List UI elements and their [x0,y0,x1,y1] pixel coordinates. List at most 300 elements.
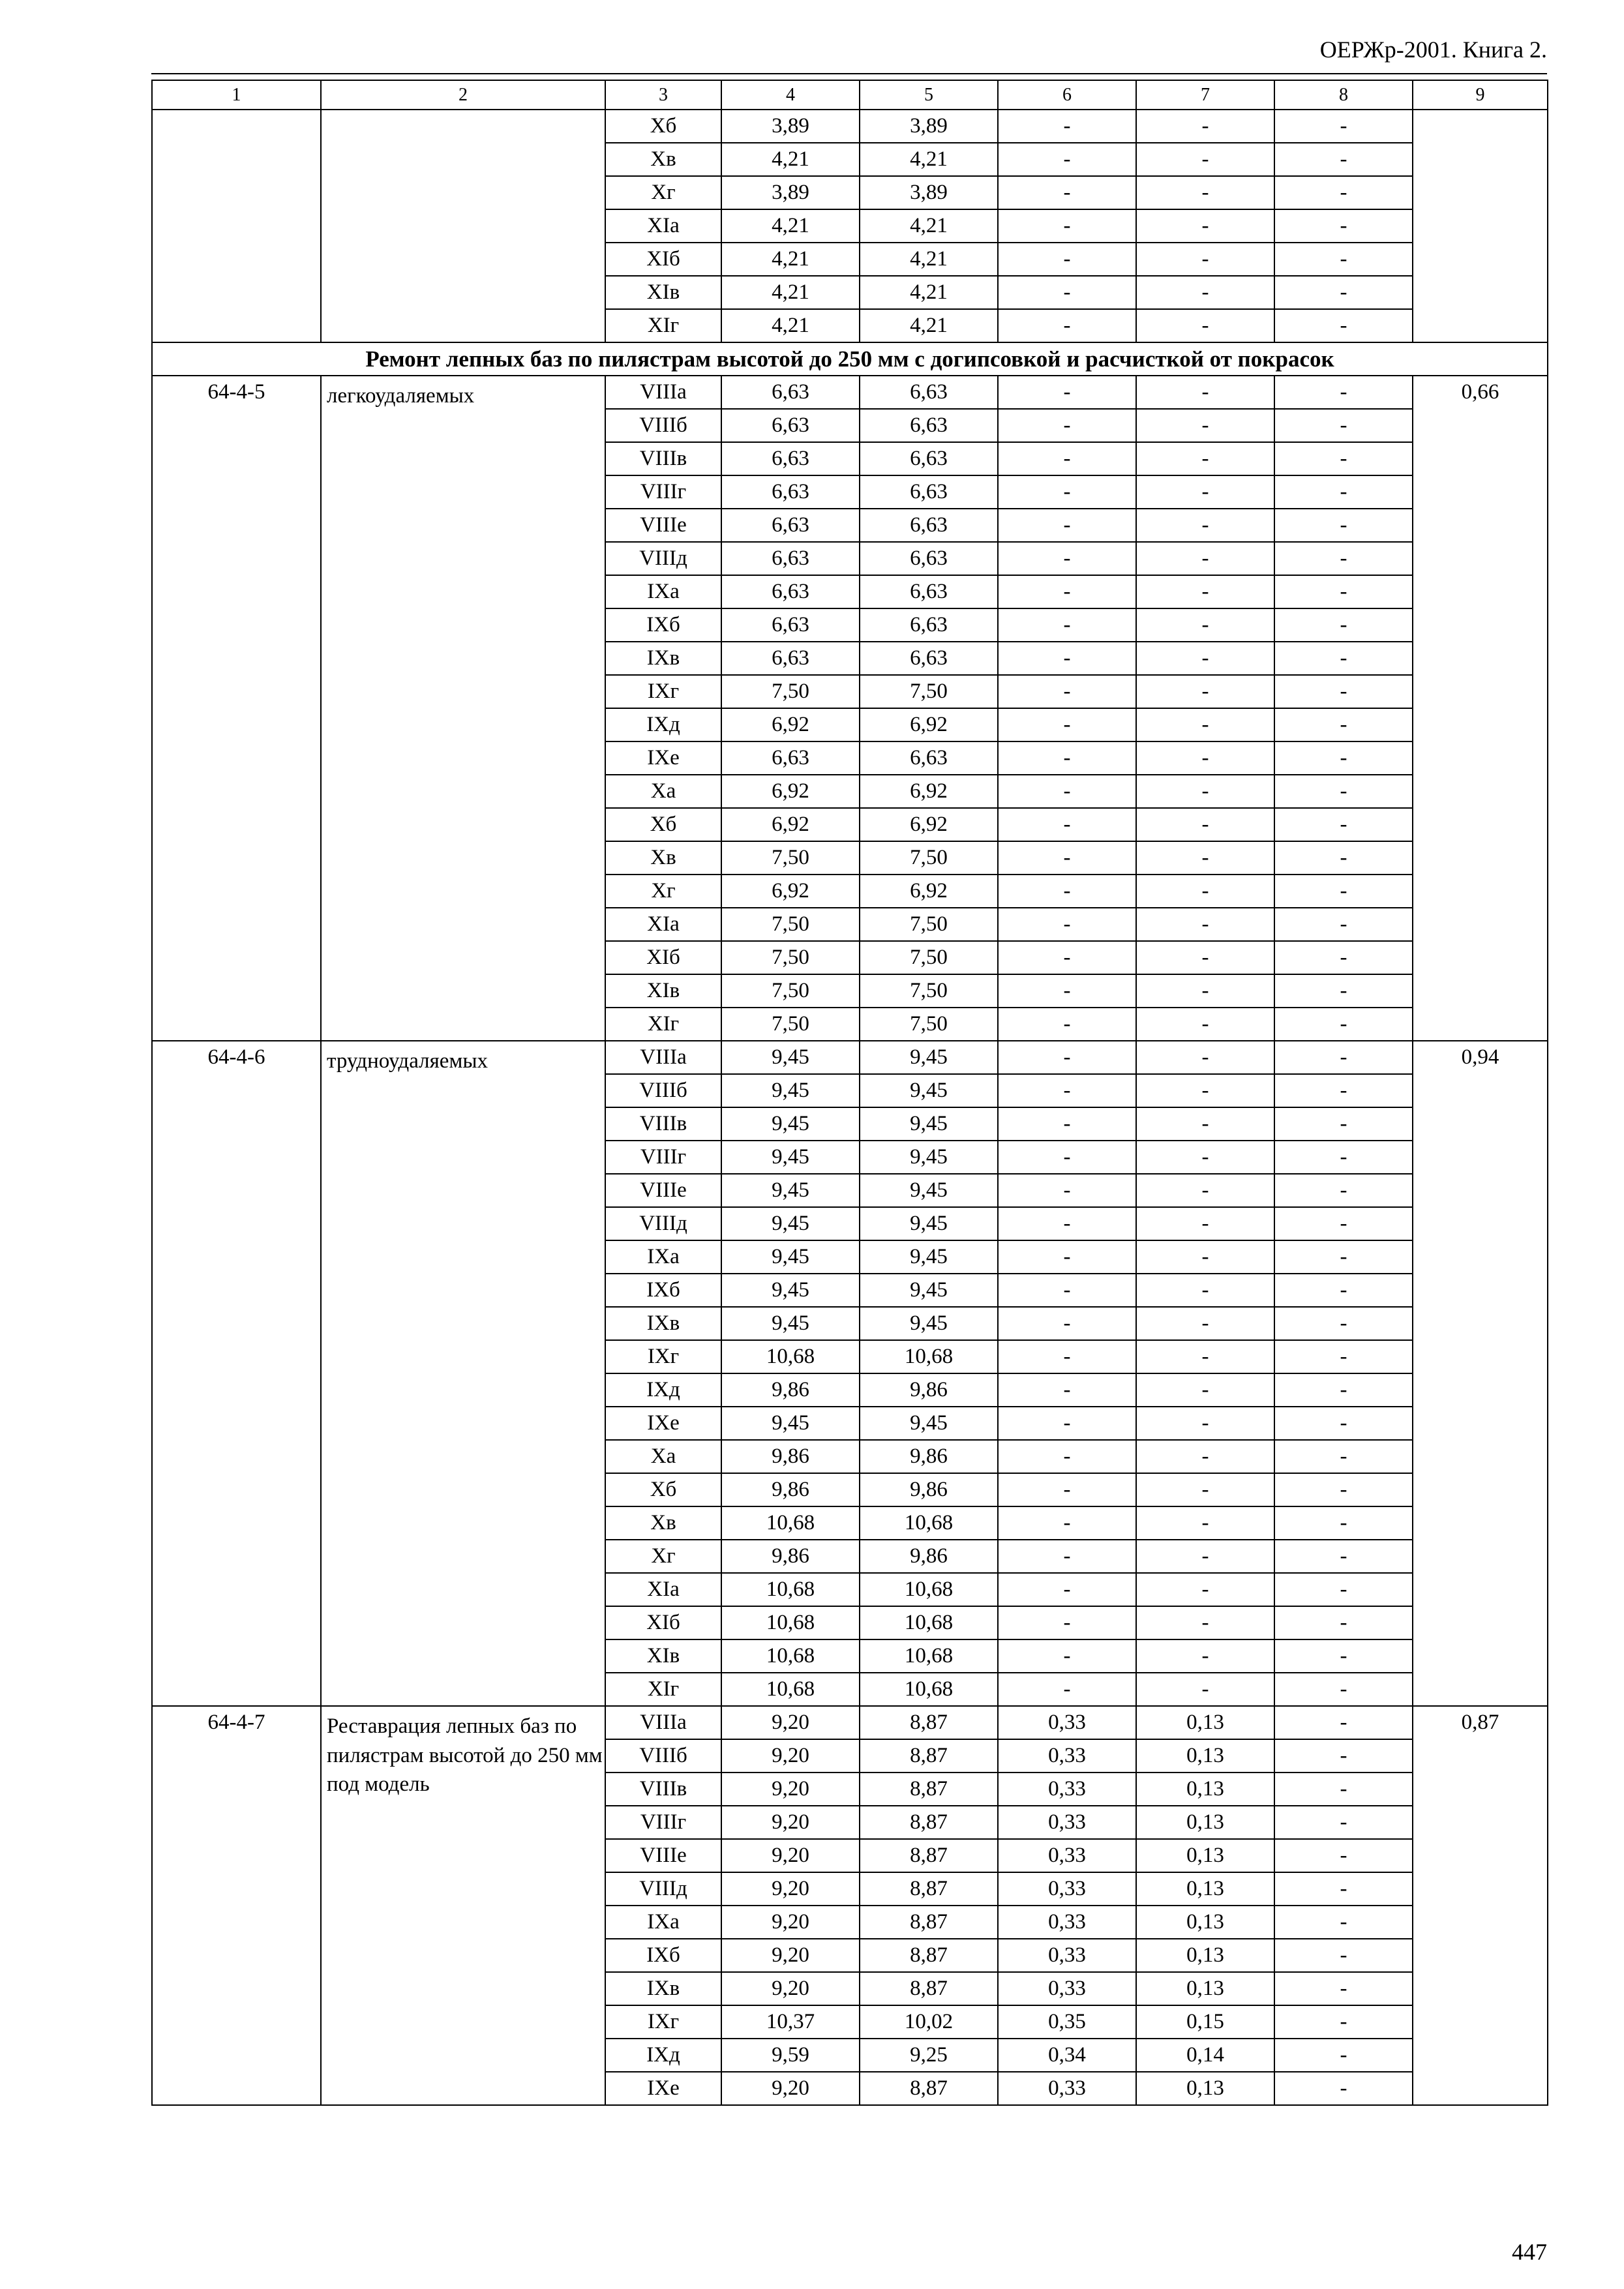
value-col6-cell: - [998,1107,1136,1141]
value-col8-cell: - [1274,1540,1413,1573]
value-col8-cell: - [1274,642,1413,675]
rate-code: 64-4-5 [152,376,321,1041]
value-col4-cell: 6,92 [721,775,860,808]
value-col7-cell: - [1136,1639,1274,1673]
value-col8-cell: - [1274,1440,1413,1473]
work-description [321,110,605,342]
region-cell: ХIа [605,209,721,243]
value-col8-cell: - [1274,2072,1413,2105]
value-col5-cell: 9,45 [860,1274,998,1307]
value-col4-cell: 4,21 [721,243,860,276]
value-col4-cell: 4,21 [721,276,860,309]
value-col4-cell: 6,63 [721,442,860,475]
value-col4-cell: 9,20 [721,1806,860,1839]
value-col6-cell: - [998,1506,1136,1540]
value-col7-cell: - [1136,608,1274,642]
value-col4-cell: 7,50 [721,1008,860,1041]
value-col8-cell: - [1274,741,1413,775]
value-col4-cell: 7,50 [721,908,860,941]
section-title-row [152,342,1548,376]
value-col7-cell: - [1136,841,1274,875]
region-cell: IХв [605,642,721,675]
value-col8-cell: - [1274,841,1413,875]
value-col6-cell: 0,33 [998,2072,1136,2105]
region-cell: Хг [605,875,721,908]
value-col4-cell: 4,21 [721,143,860,176]
region-cell: IХд [605,2039,721,2072]
value-col4-cell: 7,50 [721,841,860,875]
value-col5-cell: 8,87 [860,1739,998,1773]
value-col7-cell: - [1136,1506,1274,1540]
value-col8-cell: - [1274,1872,1413,1906]
value-col8-cell: - [1274,1174,1413,1207]
value-col7-cell: 0,13 [1136,1773,1274,1806]
value-col5-cell: 9,45 [860,1074,998,1107]
value-col8-cell: - [1274,1008,1413,1041]
value-col6-cell: 0,33 [998,1972,1136,2005]
value-col6-cell: - [998,143,1136,176]
value-col4-cell: 9,20 [721,1706,860,1739]
value-col7-cell: - [1136,1373,1274,1407]
value-col4-cell: 6,63 [721,475,860,509]
value-col8-cell: - [1274,376,1413,409]
value-col7-cell: - [1136,1606,1274,1639]
value-col8-cell: - [1274,243,1413,276]
value-col7-cell: 0,13 [1136,1839,1274,1872]
value-col6-cell: 0,33 [998,1939,1136,1972]
value-col7-cell: - [1136,442,1274,475]
value-col7-cell: - [1136,1440,1274,1473]
value-col4-cell: 9,45 [721,1041,860,1074]
value-col8-cell: - [1274,542,1413,575]
value-col4-cell: 9,86 [721,1373,860,1407]
value-col4-cell: 9,45 [721,1307,860,1340]
value-col4-cell: 9,45 [721,1407,860,1440]
value-col5-cell: 6,92 [860,708,998,741]
value-col7-cell: - [1136,741,1274,775]
value-col7-cell: - [1136,309,1274,342]
value-col4-cell: 6,63 [721,376,860,409]
value-col7-cell: - [1136,1473,1274,1506]
region-cell: VIIIд [605,1207,721,1240]
value-col5-cell: 9,45 [860,1207,998,1240]
column-header: 5 [860,80,998,110]
value-col8-cell: - [1274,442,1413,475]
value-col6-cell: - [998,475,1136,509]
column-header: 7 [1136,80,1274,110]
value-col5-cell: 8,87 [860,2072,998,2105]
region-cell: ХIб [605,243,721,276]
region-cell: IХв [605,1972,721,2005]
value-col4-cell: 9,59 [721,2039,860,2072]
value-col7-cell: - [1136,941,1274,974]
value-col5-cell: 7,50 [860,908,998,941]
region-cell: IХа [605,575,721,608]
region-cell: VIIIе [605,1174,721,1207]
region-cell: IХг [605,675,721,708]
value-col7-cell: - [1136,1307,1274,1340]
value-col6-cell: 0,33 [998,1906,1136,1939]
value-col7-cell: - [1136,908,1274,941]
value-col5-cell: 6,92 [860,808,998,841]
region-cell: VIIIв [605,442,721,475]
value-col5-cell: 10,68 [860,1573,998,1606]
value-col4-cell: 10,68 [721,1506,860,1540]
region-cell: VIIIб [605,409,721,442]
value-col6-cell: - [998,575,1136,608]
value-col8-cell: - [1274,409,1413,442]
value-col6-cell: 0,33 [998,1773,1136,1806]
value-col6-cell: - [998,1141,1136,1174]
value-col6-cell: - [998,1240,1136,1274]
value-col8-cell: - [1274,1506,1413,1540]
value-col7-cell: - [1136,642,1274,675]
value-col6-cell: - [998,741,1136,775]
value-col8-cell: - [1274,1673,1413,1706]
value-col7-cell: - [1136,1573,1274,1606]
value-col5-cell: 4,21 [860,143,998,176]
running-header: ОЕРЖр-2001. Книга 2. [1319,37,1547,63]
page-number: 447 [1512,2239,1547,2265]
value-col4-cell: 10,68 [721,1639,860,1673]
value-col5-cell: 7,50 [860,941,998,974]
value-col6-cell: - [998,1340,1136,1373]
region-cell: VIIIг [605,1806,721,1839]
value-col7-cell: - [1136,1240,1274,1274]
value-col4-cell: 10,68 [721,1340,860,1373]
value-col7-cell: 0,13 [1136,1972,1274,2005]
value-col6-cell: - [998,608,1136,642]
value-col7-cell: - [1136,808,1274,841]
value-col6-cell: - [998,176,1136,209]
region-cell: VIIIа [605,1041,721,1074]
value-col8-cell: - [1274,775,1413,808]
value-col8-cell: - [1274,276,1413,309]
region-cell: IХг [605,2005,721,2039]
region-cell: VIIIв [605,1773,721,1806]
region-cell: IХд [605,1373,721,1407]
value-col7-cell: 0,13 [1136,1706,1274,1739]
value-col4-cell: 6,63 [721,509,860,542]
value-col6-cell: 0,34 [998,2039,1136,2072]
value-col7-cell: - [1136,1540,1274,1573]
value-col8-cell: - [1274,1340,1413,1373]
value-col4-cell: 9,86 [721,1540,860,1573]
value-col5-cell: 9,86 [860,1440,998,1473]
value-col5-cell: 4,21 [860,243,998,276]
value-col4-cell: 7,50 [721,974,860,1008]
value-col7-cell: - [1136,974,1274,1008]
value-col4-cell: 9,45 [721,1240,860,1274]
value-col8-cell: - [1274,1107,1413,1141]
value-col4-cell: 10,68 [721,1573,860,1606]
value-col4-cell: 9,20 [721,1839,860,1872]
value-col8-cell: - [1274,941,1413,974]
value-col5-cell: 9,25 [860,2039,998,2072]
value-col5-cell: 9,86 [860,1373,998,1407]
rate-code: 64-4-6 [152,1041,321,1706]
value-col6-cell: - [998,1307,1136,1340]
value-col4-cell: 6,63 [721,575,860,608]
value-col8-cell: - [1274,2005,1413,2039]
column-header: 8 [1274,80,1413,110]
value-col5-cell: 6,63 [860,475,998,509]
value-col4-cell: 9,45 [721,1141,860,1174]
value-col7-cell: 0,13 [1136,1806,1274,1839]
value-col9-cell [1413,110,1548,342]
value-col4-cell: 9,20 [721,1739,860,1773]
value-col4-cell: 9,86 [721,1440,860,1473]
value-col6-cell: - [998,1673,1136,1706]
value-col5-cell: 8,87 [860,1939,998,1972]
value-col5-cell: 9,86 [860,1540,998,1573]
table-row [152,1041,1548,1074]
value-col5-cell: 9,86 [860,1473,998,1506]
value-col5-cell: 10,68 [860,1606,998,1639]
value-col8-cell: - [1274,875,1413,908]
value-col4-cell: 9,20 [721,1906,860,1939]
region-cell: Хв [605,143,721,176]
value-col6-cell: - [998,276,1136,309]
value-col4-cell: 10,68 [721,1606,860,1639]
value-col7-cell: - [1136,1174,1274,1207]
value-col5-cell: 6,63 [860,442,998,475]
value-col5-cell: 8,87 [860,1706,998,1739]
value-col6-cell: - [998,1440,1136,1473]
region-cell: VIIIб [605,1739,721,1773]
region-cell: VIIIе [605,509,721,542]
value-col7-cell: 0,15 [1136,2005,1274,2039]
value-col8-cell: - [1274,1773,1413,1806]
region-cell: ХIг [605,1008,721,1041]
value-col5-cell: 6,63 [860,376,998,409]
value-col4-cell: 9,20 [721,1773,860,1806]
value-col6-cell: - [998,1008,1136,1041]
region-cell: ХIа [605,1573,721,1606]
value-col7-cell: - [1136,1107,1274,1141]
value-col7-cell: 0,14 [1136,2039,1274,2072]
value-col7-cell: - [1136,1041,1274,1074]
region-cell: ХIв [605,1639,721,1673]
value-col6-cell: 0,33 [998,1872,1136,1906]
value-col5-cell: 9,45 [860,1240,998,1274]
value-col4-cell: 9,20 [721,2072,860,2105]
value-col6-cell: - [998,1573,1136,1606]
value-col7-cell: - [1136,243,1274,276]
value-col4-cell: 9,45 [721,1274,860,1307]
value-col7-cell: - [1136,775,1274,808]
rate-code [152,110,321,342]
value-col6-cell: - [998,708,1136,741]
value-col7-cell: - [1136,376,1274,409]
value-col7-cell: - [1136,708,1274,741]
region-cell: VIIIб [605,1074,721,1107]
value-col5-cell: 9,45 [860,1407,998,1440]
value-col6-cell: - [998,1606,1136,1639]
value-col5-cell: 8,87 [860,1773,998,1806]
value-col8-cell: - [1274,1373,1413,1407]
value-col6-cell: - [998,1473,1136,1506]
value-col5-cell: 10,68 [860,1340,998,1373]
region-cell: Хб [605,808,721,841]
value-col6-cell: - [998,974,1136,1008]
value-col6-cell: 0,33 [998,1839,1136,1872]
region-cell: VIIIе [605,1839,721,1872]
value-col4-cell: 9,20 [721,1939,860,1972]
value-col7-cell: - [1136,409,1274,442]
value-col6-cell: - [998,1041,1136,1074]
region-cell: ХIв [605,276,721,309]
region-cell: IХв [605,1307,721,1340]
column-header: 3 [605,80,721,110]
value-col6-cell: - [998,309,1136,342]
value-col7-cell: - [1136,209,1274,243]
value-col7-cell: - [1136,143,1274,176]
value-col8-cell: - [1274,209,1413,243]
region-cell: ХIб [605,1606,721,1639]
value-col4-cell: 6,92 [721,708,860,741]
value-col5-cell: 9,45 [860,1307,998,1340]
value-col7-cell: - [1136,575,1274,608]
value-col5-cell: 6,92 [860,875,998,908]
value-col8-cell: - [1274,1972,1413,2005]
value-col6-cell: - [998,509,1136,542]
value-col7-cell: - [1136,110,1274,143]
region-cell: Ха [605,775,721,808]
value-col6-cell: - [998,1274,1136,1307]
value-col5-cell: 7,50 [860,1008,998,1041]
value-col8-cell: - [1274,176,1413,209]
value-col4-cell: 9,45 [721,1074,860,1107]
value-col7-cell: 0,13 [1136,1906,1274,1939]
value-col6-cell: - [998,409,1136,442]
table-body [152,80,1548,2105]
value-col6-cell: - [998,1540,1136,1573]
region-cell: VIIIа [605,376,721,409]
value-col6-cell: - [998,1373,1136,1407]
rates-table [151,80,1548,2106]
column-header: 2 [321,80,605,110]
value-col8-cell: - [1274,1307,1413,1340]
value-col4-cell: 9,20 [721,1972,860,2005]
value-col7-cell: - [1136,1340,1274,1373]
value-col6-cell: - [998,376,1136,409]
value-col4-cell: 6,63 [721,542,860,575]
value-col4-cell: 9,86 [721,1473,860,1506]
value-col5-cell: 8,87 [860,1806,998,1839]
section-title: Ремонт лепных баз по пилястрам высотой до 250 мм с догипсовкой и расчисткой от покрасок [152,342,1548,376]
value-col8-cell: - [1274,143,1413,176]
region-cell: IХб [605,608,721,642]
value-col6-cell: - [998,110,1136,143]
value-col5-cell: 10,02 [860,2005,998,2039]
value-col6-cell: - [998,941,1136,974]
value-col8-cell: - [1274,309,1413,342]
value-col5-cell: 8,87 [860,1906,998,1939]
value-col8-cell: - [1274,1407,1413,1440]
value-col9-cell: 0,87 [1413,1706,1548,2105]
value-col7-cell: - [1136,1274,1274,1307]
value-col5-cell: 6,63 [860,608,998,642]
column-header: 6 [998,80,1136,110]
region-cell: VIIIд [605,1872,721,1906]
value-col6-cell: - [998,841,1136,875]
value-col7-cell: 0,13 [1136,2072,1274,2105]
region-cell: Хв [605,841,721,875]
value-col5-cell: 4,21 [860,309,998,342]
value-col8-cell: - [1274,475,1413,509]
value-col7-cell: - [1136,1141,1274,1174]
header-rule [151,73,1547,74]
value-col7-cell: 0,13 [1136,1939,1274,1972]
table-row [152,1706,1548,1739]
region-cell: ХIг [605,309,721,342]
value-col7-cell: - [1136,1407,1274,1440]
value-col5-cell: 9,45 [860,1141,998,1174]
column-number-row [152,80,1548,110]
value-col6-cell: - [998,675,1136,708]
value-col8-cell: - [1274,974,1413,1008]
value-col8-cell: - [1274,1639,1413,1673]
value-col6-cell: - [998,775,1136,808]
value-col7-cell: 0,13 [1136,1872,1274,1906]
value-col8-cell: - [1274,1074,1413,1107]
value-col5-cell: 6,63 [860,642,998,675]
value-col4-cell: 9,45 [721,1174,860,1207]
value-col5-cell: 9,45 [860,1107,998,1141]
value-col4-cell: 6,63 [721,608,860,642]
value-col5-cell: 8,87 [860,1872,998,1906]
value-col6-cell: - [998,442,1136,475]
value-col8-cell: - [1274,1706,1413,1739]
region-cell: Ха [605,1440,721,1473]
value-col8-cell: - [1274,1906,1413,1939]
work-description: Реставрация лепных баз по пилястрам высотой до 250 мм под модель [321,1706,605,2105]
rate-code: 64-4-7 [152,1706,321,2105]
value-col4-cell: 3,89 [721,176,860,209]
region-cell: ХIг [605,1673,721,1706]
value-col6-cell: - [998,908,1136,941]
value-col8-cell: - [1274,708,1413,741]
value-col7-cell: - [1136,176,1274,209]
region-cell: Хб [605,110,721,143]
value-col4-cell: 6,63 [721,409,860,442]
value-col8-cell: - [1274,1207,1413,1240]
region-cell: VIIIд [605,542,721,575]
value-col6-cell: - [998,1074,1136,1107]
value-col6-cell: - [998,209,1136,243]
region-cell: VIIIв [605,1107,721,1141]
region-cell: ХIа [605,908,721,941]
value-col9-cell: 0,66 [1413,376,1548,1041]
region-cell: IХе [605,1407,721,1440]
value-col6-cell: - [998,1407,1136,1440]
value-col6-cell: - [998,1639,1136,1673]
value-col8-cell: - [1274,1606,1413,1639]
value-col4-cell: 6,92 [721,875,860,908]
value-col6-cell: - [998,1207,1136,1240]
value-col4-cell: 9,20 [721,1872,860,1906]
value-col5-cell: 9,45 [860,1041,998,1074]
value-col5-cell: 7,50 [860,675,998,708]
region-cell: IХб [605,1274,721,1307]
value-col7-cell: - [1136,875,1274,908]
value-col8-cell: - [1274,1473,1413,1506]
value-col8-cell: - [1274,675,1413,708]
value-col5-cell: 3,89 [860,176,998,209]
region-cell: ХIв [605,974,721,1008]
table-row [152,110,1548,143]
